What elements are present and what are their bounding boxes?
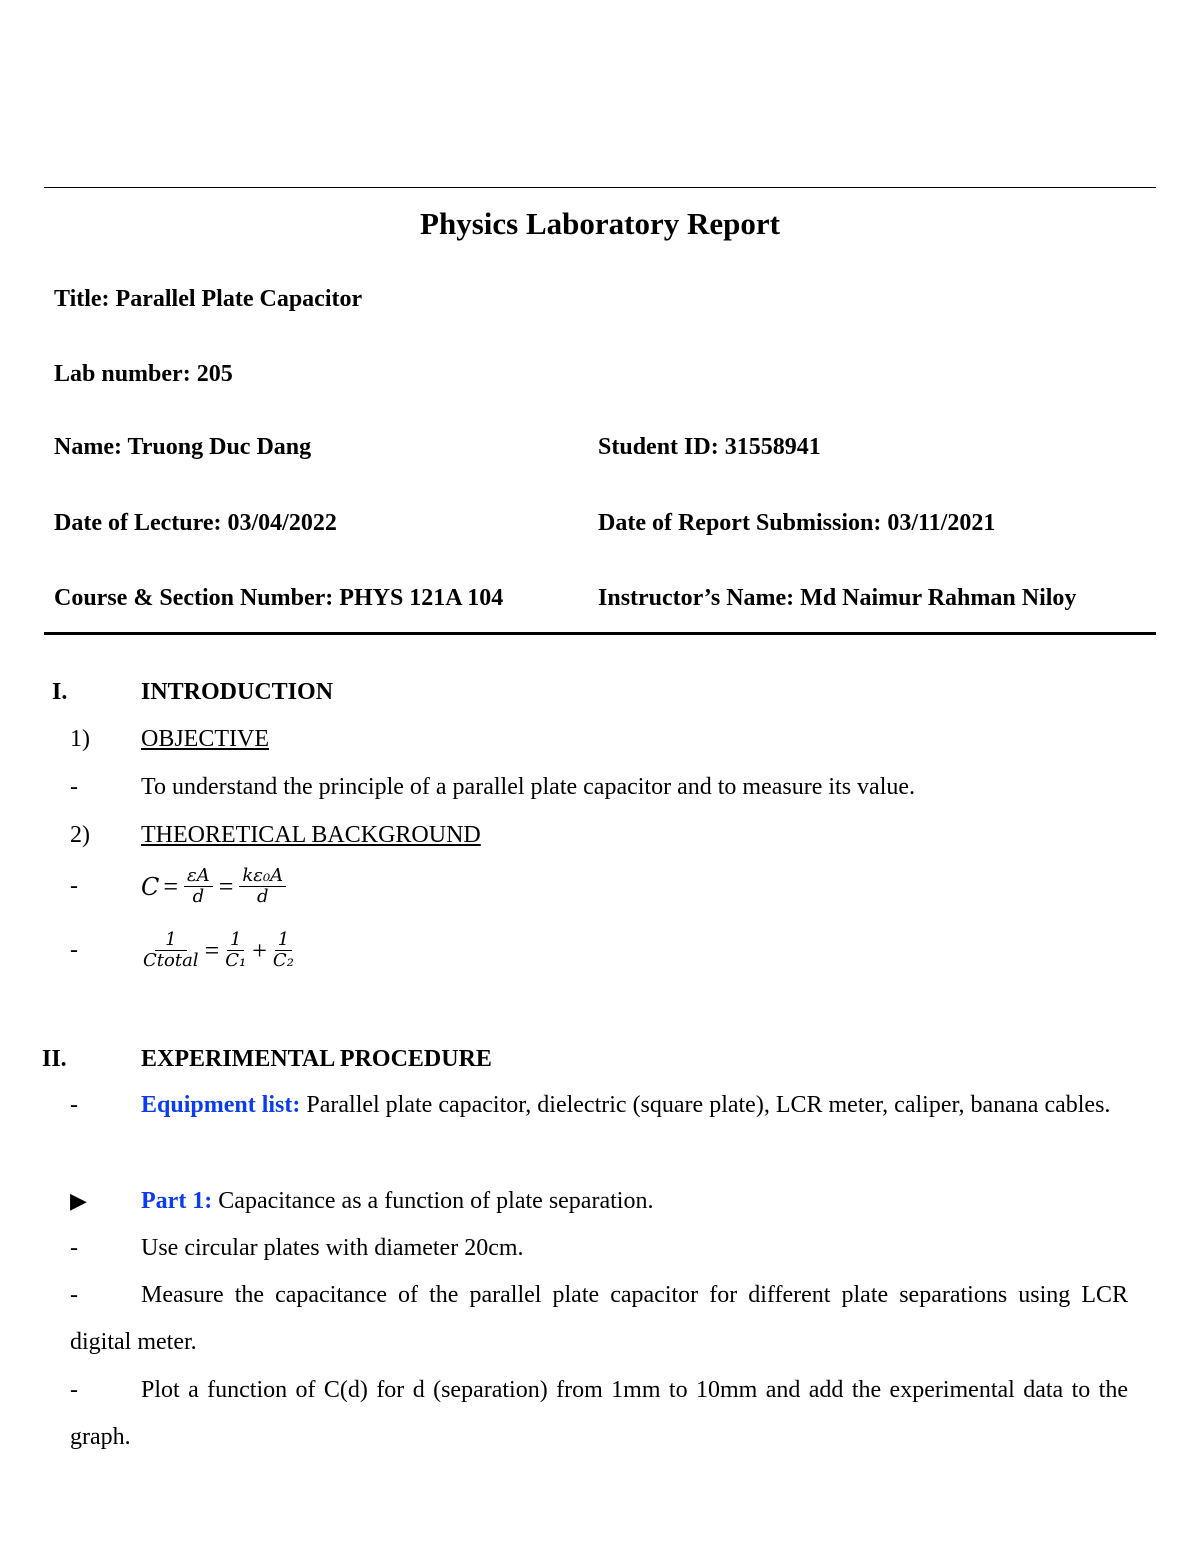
formula-capacitance <box>70 866 288 907</box>
section2-numeral: II. <box>42 1046 67 1072</box>
sub2-heading: THEORETICAL BACKGROUND <box>141 822 481 848</box>
bullet: - <box>70 873 78 899</box>
plus: + <box>252 935 267 965</box>
step-text: Plot a function of C(d) for d (separation) from 1mm to 10mm and add the experimental data to the graph. <box>70 1377 1128 1450</box>
date-submission: Date of Report Submission: 03/11/2021 <box>598 510 996 536</box>
arrow-right-icon: ▶ <box>70 1188 87 1213</box>
section1-numeral: I. <box>52 679 68 705</box>
step-item <box>70 1272 1128 1366</box>
sub1-heading: OBJECTIVE <box>141 726 269 752</box>
part1 <box>70 1177 1128 1225</box>
bullet: - <box>70 1282 78 1308</box>
fraction <box>143 930 199 971</box>
numerator: 1 <box>275 930 292 951</box>
numerator: kε₀A <box>239 866 286 887</box>
denominator: d <box>257 886 269 907</box>
equipment-text: Parallel plate capacitor, dielectric (square plate), LCR meter, caliper, banana cables. <box>300 1092 1111 1118</box>
bullet: - <box>70 1235 78 1261</box>
report-title: Physics Laboratory Report <box>420 206 780 241</box>
student-name: Name: Truong Duc Dang <box>54 434 312 460</box>
lab-title: Title: Parallel Plate Capacitor <box>54 286 363 312</box>
bullet: - <box>70 1377 78 1403</box>
step-item <box>70 1225 1128 1272</box>
equipment-list <box>70 1082 1128 1129</box>
part1-label: Part 1: <box>141 1188 213 1214</box>
section2-heading: EXPERIMENTAL PROCEDURE <box>141 1046 492 1072</box>
equals: = <box>218 871 234 901</box>
step-text: Use circular plates with diameter 20cm. <box>141 1235 524 1261</box>
equipment-label: Equipment list: <box>141 1092 301 1118</box>
bullet: - <box>70 774 78 800</box>
step-item <box>70 1367 1128 1461</box>
student-id: Student ID: 31558941 <box>598 434 821 460</box>
formula-lhs: C <box>141 872 160 901</box>
lab-number: Lab number: 205 <box>54 361 233 387</box>
formula-series <box>70 930 296 971</box>
fraction <box>225 930 246 971</box>
equals: = <box>204 935 220 965</box>
header-rule <box>44 632 1156 635</box>
course-section: Course & Section Number: PHYS 121A 104 <box>54 585 504 611</box>
numerator: 1 <box>227 930 244 951</box>
fraction <box>184 866 213 907</box>
fraction <box>239 866 286 907</box>
sub2-number: 2) <box>70 822 90 848</box>
equals: = <box>163 871 179 901</box>
objective-text: To understand the principle of a parallel plate capacitor and to measure its value. <box>141 774 916 800</box>
bullet: - <box>70 937 78 963</box>
fraction <box>273 930 294 971</box>
denominator: C₁ <box>225 950 247 971</box>
bullet: - <box>70 1092 78 1118</box>
section1-heading: INTRODUCTION <box>141 679 334 705</box>
denominator: Ctotal <box>143 950 199 971</box>
date-lecture: Date of Lecture: 03/04/2022 <box>54 510 337 536</box>
part1-text: Capacitance as a function of plate separation. <box>212 1188 654 1214</box>
sub1-number: 1) <box>70 726 90 752</box>
numerator: 1 <box>155 930 186 951</box>
instructor-name: Instructor’s Name: Md Naimur Rahman Niloy <box>598 585 1077 611</box>
denominator: d <box>192 886 205 907</box>
step-text: Measure the capacitance of the parallel plate capacitor for different plate separations using LCR digital meter. <box>70 1282 1128 1355</box>
top-rule <box>44 187 1156 188</box>
denominator: C₂ <box>272 950 294 971</box>
numerator: εA <box>184 866 213 887</box>
